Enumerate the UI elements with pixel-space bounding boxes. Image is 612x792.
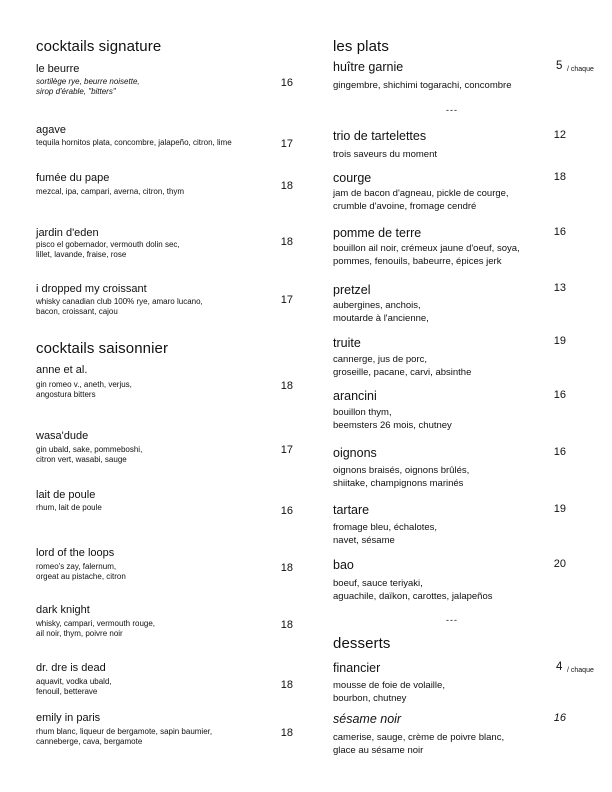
menu-item-description: mezcal, ipa, campari, averna, citron, thym — [36, 187, 185, 196]
menu-item-price: 18 — [280, 562, 293, 574]
menu-item-price: 18 — [280, 236, 293, 248]
menu-item-description: gingembre, shichimi togarachi, concombre — [333, 80, 512, 91]
menu-item-price: 18 — [280, 727, 293, 739]
menu-item-price: 17 — [280, 444, 293, 456]
menu-item-name: dr. dre is dead — [36, 662, 106, 674]
menu-item-description: pisco el gobernador, vermouth dolin sec, lillet, lavande, fraise, rose — [36, 240, 180, 259]
menu-item-description: sortilège rye, beurre noisette, sirop d'érable, "bitters" — [36, 77, 140, 96]
menu-item-price: 17 — [280, 138, 293, 150]
menu-item-description: aubergines, anchois, moutarde à l'ancienne, — [333, 300, 429, 324]
divider: --- — [446, 105, 458, 115]
menu-item-price: 13 — [553, 282, 566, 294]
menu-item-price: 12 — [553, 129, 566, 141]
menu-item-price: 17 — [280, 294, 293, 306]
menu-item-description: jam de bacon d'agneau, pickle de courge, crumble d'avoine, fromage cendré — [333, 188, 509, 212]
menu-item-description: whisky canadian club 100% rye, amaro lucano, bacon, croissant, cajou — [36, 297, 203, 316]
menu-item-name: arancini — [333, 389, 377, 403]
menu-item-name: emily in paris — [36, 712, 101, 724]
menu-item-description: aquavit, vodka ubald, fenouil, betterave — [36, 677, 112, 696]
menu-item-description: cannerge, jus de porc, groseille, pacane, carvi, absinthe — [333, 354, 472, 378]
menu-item-description: camerise, sauge, crème de poivre blanc, glace au sésame noir — [333, 732, 505, 756]
menu-item-price: 18 — [280, 180, 293, 192]
menu-item-name: agave — [36, 124, 66, 136]
menu-item-name: sésame noir — [333, 712, 402, 726]
menu-item-name: pomme de terre — [333, 226, 422, 240]
menu-item-name: wasa'dude — [36, 430, 89, 442]
menu-item-price: 16 — [553, 712, 566, 724]
menu-item-price: 5 — [556, 60, 563, 72]
menu-item-name: trio de tartelettes — [333, 129, 427, 143]
price-suffix: / chaque — [567, 667, 594, 674]
menu-item-description: gin romeo v., aneth, verjus, angostura bitters — [36, 380, 132, 399]
menu-item-description: mousse de foie de volaille, bourbon, chutney — [333, 680, 445, 704]
section-title-cocktails-saisonnier: cocktails saisonnier — [36, 340, 169, 357]
section-title-desserts: desserts — [333, 635, 391, 652]
menu-item-description: whisky, campari, vermouth rouge, ail noir, thym, poivre noir — [36, 619, 156, 638]
menu-item-description: rhum blanc, liqueur de bergamote, sapin baumier, canneberge, cava, bergamote — [36, 727, 213, 746]
menu-item-price: 4 — [556, 661, 563, 673]
menu-item-description: bouillon thym, beemsters 26 mois, chutney — [333, 407, 452, 431]
menu-item-description: boeuf, sauce teriyaki, aguachile, daïkon, carottes, jalapeños — [333, 578, 493, 602]
section-title-cocktails-signature: cocktails signature — [36, 38, 162, 55]
menu-item-name: lord of the loops — [36, 547, 115, 559]
menu-item-name: huître garnie — [333, 60, 404, 74]
menu-item-name: fumée du pape — [36, 172, 110, 184]
menu-item-description: rhum, lait de poule — [36, 503, 102, 512]
menu-item-description: gin ubald, sake, pommeboshi, citron vert, wasabi, sauge — [36, 445, 143, 464]
menu-item-price: 18 — [280, 619, 293, 631]
menu-item-price: 18 — [280, 679, 293, 691]
menu-item-name: bao — [333, 558, 354, 572]
menu-item-price: 16 — [553, 389, 566, 401]
menu-item-name: courge — [333, 171, 372, 185]
menu-item-description: tequila hornitos plata, concombre, jalapeño, citron, lime — [36, 138, 232, 147]
menu-item-name: anne et al. — [36, 364, 88, 376]
menu-item-price: 16 — [553, 226, 566, 238]
menu-item-name: pretzel — [333, 283, 371, 297]
menu-item-name: jardin d'eden — [36, 227, 99, 239]
menu-item-name: truite — [333, 336, 361, 350]
menu-item-name: oignons — [333, 446, 377, 460]
menu-item-description: oignons braisés, oignons brûlés, shiitake, champignons marinés — [333, 465, 470, 489]
menu-item-price: 16 — [280, 77, 293, 89]
price-suffix: / chaque — [567, 66, 594, 73]
menu-item-description: romeo's zay, falernum, orgeat au pistache, citron — [36, 562, 126, 581]
menu-item-name: financier — [333, 661, 381, 675]
menu-item-name: tartare — [333, 503, 370, 517]
menu-item-price: 16 — [553, 446, 566, 458]
divider: --- — [446, 615, 458, 625]
menu-item-name: i dropped my croissant — [36, 283, 147, 295]
menu-item-price: 19 — [553, 335, 566, 347]
menu-item-name: dark knight — [36, 604, 90, 616]
menu-item-price: 18 — [553, 171, 566, 183]
menu-item-price: 18 — [280, 380, 293, 392]
menu-item-name: le beurre — [36, 63, 80, 75]
menu-item-description: fromage bleu, échalotes, navet, sésame — [333, 522, 438, 546]
menu-item-price: 19 — [553, 503, 566, 515]
menu-item-description: bouillon ail noir, crémeux jaune d'oeuf, soya, pommes, fenouils, babeurre, épices jerk — [333, 243, 520, 267]
menu-item-price: 20 — [553, 558, 566, 570]
menu-item-price: 16 — [280, 505, 293, 517]
section-title-les-plats: les plats — [333, 38, 389, 55]
menu-item-description: trois saveurs du moment — [333, 149, 438, 160]
menu-item-name: lait de poule — [36, 489, 96, 501]
